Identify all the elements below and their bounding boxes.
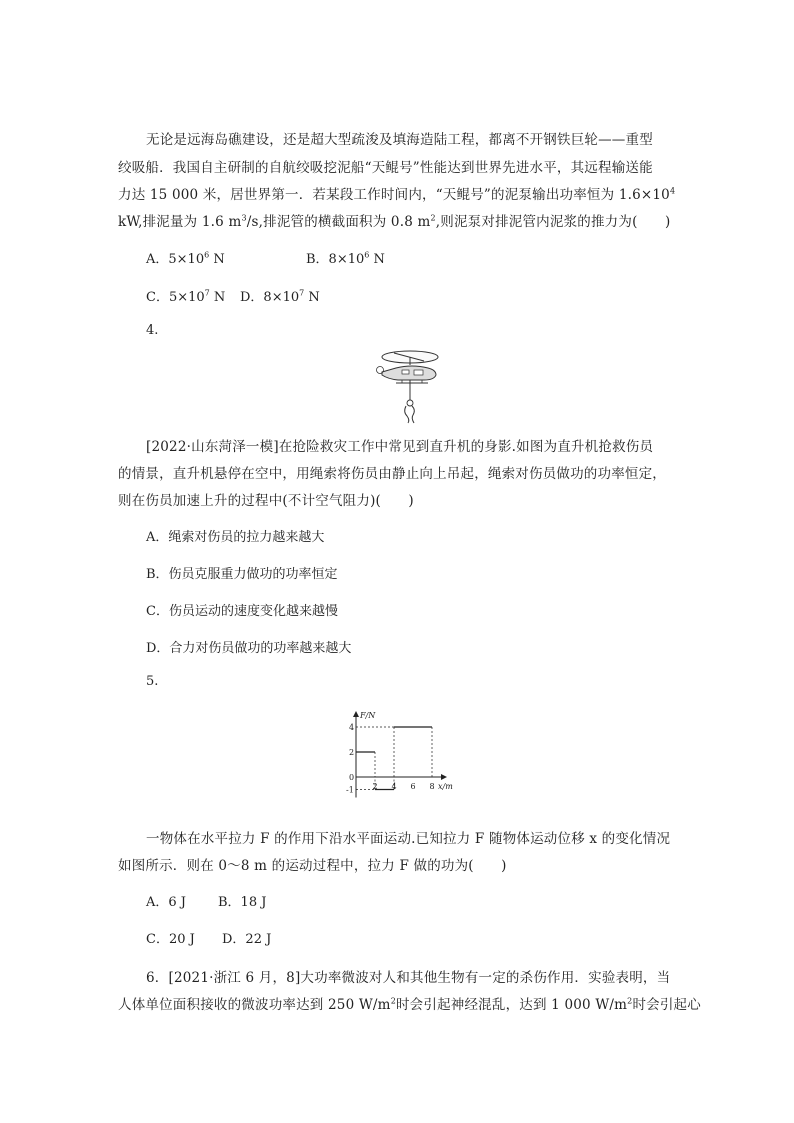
q6-line-1: 6．[2021·浙江 6 月，8]大功率微波对人和其他生物有一定的杀伤作用．实验表明，当 [146, 970, 671, 986]
y-tick--1: -1 [346, 785, 354, 795]
q5-option-d: D．22 J [222, 932, 272, 947]
q4-number: 4. [146, 323, 159, 338]
y-tick-0: 0 [349, 773, 355, 782]
q3-line-4: kW,排泥量为 1.6 $m^3/s$,排泥管的横截面积为 0.8 $m^2$,则泥泵对排泥管内泥浆的推力为( ) [118, 213, 671, 230]
y-tick-2: 2 [349, 748, 355, 757]
q4-option-b: B．伤员克服重力做功的功率恒定 [146, 567, 338, 582]
q6-line-2: 人体单位面积接收的微波功率达到 250 $W/m^2$时会引起神经混乱，达到 1 000 $W/m^2$时会引起心 [118, 996, 701, 1013]
force-displacement-chart [334, 708, 484, 804]
q3-option-d: D．$8\times 10^7$ N [240, 288, 320, 305]
q5-line-1: 一物体在水平拉力 F 的作用下沿水平面运动.已知拉力 F 随物体运动位移 x 的变化情况 [146, 831, 671, 847]
helicopter-figure [372, 348, 444, 428]
q5-option-c: C．20 J [146, 932, 195, 947]
q3-line-2: 绞吸船．我国自主研制的自航绞吸挖泥船“天鲲号”性能达到世界先进水平，其远程输送能 [118, 160, 653, 176]
y-tick-4: 4 [349, 723, 355, 732]
q5-number: 5. [146, 674, 159, 689]
q5-option-b: B．18 J [218, 895, 267, 910]
helicopter-rescue-illustration [372, 348, 444, 424]
q3-line-3: 力达 15 000 米，居世界第一．若某段工作时间内，“天鲲号”的泥泵输出功率恒为 $1.6\times 10^4$ [118, 186, 676, 203]
x-tick-8: 8 [429, 782, 435, 791]
q3-option-a: A．$5\times 10^6$ N [146, 250, 225, 267]
q5-line-2: 如图所示．则在 0～8 m 的运动过程中，拉力 F 做的功为( ) [118, 858, 507, 874]
q4-option-c: C．伤员运动的速度变化越来越慢 [146, 604, 338, 619]
x-tick-2: 2 [372, 782, 378, 791]
q4-line-3: 则在伤员加速上升的过程中(不计空气阻力)( ) [118, 493, 414, 509]
q4-line-2: 的情景，直升机悬停在空中，用绳索将伤员由静止向上吊起，绳索对伤员做功的功率恒定， [118, 466, 666, 482]
q4-line-1: [2022·山东菏泽一模]在抢险救灾工作中常见到直升机的身影.如图为直升机抢救伤员 [146, 439, 654, 455]
x-axis-label: x/m [438, 782, 453, 791]
q3-option-b: B．$8\times 10^6$ N [306, 250, 385, 267]
y-axis-label: F/N [360, 711, 376, 720]
x-tick-6: 6 [410, 782, 416, 791]
q3-line-1: 无论是远海岛礁建设，还是超大型疏浚及填海造陆工程，都离不开钢铁巨轮——重型 [146, 132, 653, 148]
q3-option-c: C．$5\times 10^7$ N [146, 288, 226, 305]
q5-option-a: A．6 J [146, 895, 187, 910]
q4-option-d: D．合力对伤员做功的功率越来越大 [146, 641, 352, 656]
x-tick-4: 4 [391, 782, 397, 791]
q4-option-a: A．绳索对伤员的拉力越来越大 [146, 530, 325, 545]
force-displacement-graph [334, 708, 484, 800]
